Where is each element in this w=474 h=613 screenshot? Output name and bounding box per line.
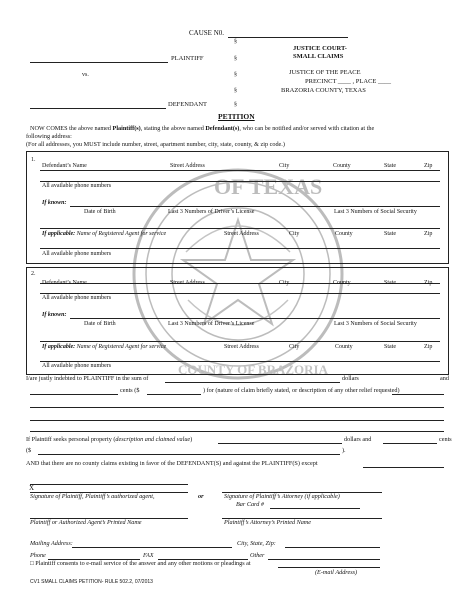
plaintiff-signature-line[interactable]	[30, 484, 188, 485]
court-line2: SMALL CLAIMS	[293, 53, 344, 60]
indebted-dollars-label: dollars	[342, 375, 359, 382]
defendant-1-state-label: State	[384, 163, 396, 169]
defendant-2-state-label: State	[384, 280, 396, 286]
mailing-address-label: Mailing Address:	[30, 540, 73, 547]
other-label: Other	[250, 552, 265, 559]
defendant-1-agent-state-label: State	[384, 231, 396, 237]
cause-no-line[interactable]	[228, 37, 348, 38]
indebted-dollars-field[interactable]	[165, 382, 340, 383]
no-county-claims: AND that there are no county claims existing in favor of the DEFENDANT(S) and against the PLAINTIFF(S) except	[26, 460, 318, 467]
defendant-1-agent-county-label: County	[335, 231, 353, 237]
or-label: or	[198, 493, 204, 500]
defendant-1-zip-label: Zip	[424, 163, 433, 169]
defendant-2-agent-county-label: County	[335, 344, 353, 350]
property-amount-open: ($	[26, 447, 32, 454]
defendant-2-street-label: Street Address	[170, 280, 205, 286]
jp-line1: JUSTICE OF THE PEACE	[289, 69, 361, 76]
property-cents-label: cents	[439, 436, 452, 443]
plaintiff-label: PLAINTIFF	[171, 55, 204, 62]
defendant-1-ssn-label: Last 3 Numbers of Social Security	[334, 209, 417, 215]
section-mark: §	[234, 56, 237, 62]
defendant-name-line[interactable]	[30, 108, 166, 109]
indebted-cents-field[interactable]	[30, 394, 118, 395]
intro-line2: following address:	[26, 133, 72, 140]
defendant-2-name-label: Defendant’s Name	[42, 280, 87, 286]
property-cents-field[interactable]	[383, 443, 437, 444]
indebted-nature-label: ) for (nature of claim briefly stated, or description of any other relief requested)	[203, 387, 400, 394]
jp-line2: PRECINCT ____ , PLACE ____	[305, 78, 392, 85]
defendant-label: DEFENDANT	[168, 101, 207, 108]
defendant-1-phone-line[interactable]	[40, 181, 440, 182]
defendant-2-zip-label: Zip	[424, 280, 433, 286]
indebted-and-label: and	[440, 375, 449, 382]
property-amount-close: ).	[342, 447, 346, 454]
indebted-cents-label: cents ($	[120, 387, 140, 394]
claim-line-1[interactable]	[30, 407, 444, 408]
plaintiff-signature-label: Signature of Plaintiff, Plaintiff’s authorized agent,	[30, 493, 155, 500]
petition-title: PETITION	[218, 112, 255, 121]
claim-line-3[interactable]	[30, 431, 444, 432]
seal-text-bottom: COUNTY OF BRAZORIA	[178, 362, 328, 377]
plaintiff-printed-label: Plaintiff or Authorized Agent’s Printed Name	[30, 519, 142, 526]
defendant-1-agent-city-label: City	[289, 231, 300, 237]
mailing-address-field[interactable]	[72, 547, 232, 548]
defendant-2-agent-phone-line[interactable]	[40, 361, 440, 362]
intro-line1: NOW COMES the above named Plaintiff(s), stating the above named Defendant(s), who can be notified and/or served with citation at the	[30, 125, 375, 132]
seal-text-top: OF TEXAS	[214, 174, 323, 199]
indebted-amount-field[interactable]	[147, 394, 201, 395]
property-description-field[interactable]	[218, 443, 342, 444]
form-footer: CV1 SMALL CLAIMS PETITION- RULE 502.2, 07/2013	[30, 579, 153, 585]
defendant-2-dl-label: Last 3 Numbers of Driver’s License	[168, 321, 255, 327]
defendant-1-address-line[interactable]	[40, 170, 440, 171]
attorney-printed-label: Plaintiff’s Attorney’s Printed Name	[224, 519, 312, 526]
court-line1: JUSTICE COURT-	[293, 45, 347, 52]
defendant-1-number: 1.	[31, 157, 36, 163]
defendant-1-if-known: If known:	[42, 200, 67, 206]
fax-label: FAX	[143, 552, 154, 559]
email-label: (E-mail Address)	[315, 569, 358, 576]
vs-label: vs.	[82, 72, 89, 78]
exceptions-field[interactable]	[363, 467, 444, 468]
city-state-zip-label: City, State, Zip:	[237, 540, 276, 547]
defendant-1-city-label: City	[279, 163, 290, 169]
defendant-2-phone-line[interactable]	[40, 293, 440, 294]
defendant-1-agent-street-label: Street Address	[224, 231, 259, 237]
section-mark: §	[234, 102, 237, 108]
defendant-2-agent-phones-label: All available phone numbers	[42, 363, 112, 369]
phone-label: Phone	[30, 552, 46, 559]
bar-card-field[interactable]	[270, 508, 360, 509]
claim-line-0[interactable]	[392, 394, 444, 395]
property-dollars-and: dollars and	[344, 436, 372, 443]
email-consent-checkbox[interactable]: □ Plaintiff consents to e-mail service of the answer and any other motions or pleadings at	[30, 560, 251, 567]
defendant-2-number: 2.	[31, 271, 36, 277]
plaintiff-name-line[interactable]	[30, 62, 168, 63]
defendant-2-agent-street-label: Street Address	[224, 344, 259, 350]
defendant-2-city-label: City	[279, 280, 290, 286]
defendant-1-agent-line[interactable]	[40, 228, 440, 229]
city-state-zip-field[interactable]	[285, 547, 380, 548]
section-mark: §	[234, 39, 237, 45]
defendant-2-county-label: County	[333, 280, 351, 286]
jp-line3: BRAZORIA COUNTY, TEXAS	[281, 87, 366, 94]
property-amount-field[interactable]	[38, 454, 340, 455]
defendant-1-agent-phones-label: All available phone numbers	[42, 251, 112, 257]
defendant-2-agent-state-label: State	[384, 344, 396, 350]
defendant-1-phones-label: All available phone numbers	[42, 183, 112, 189]
defendant-1-dob-label: Date of Birth	[84, 209, 116, 215]
property-line1: If Plaintiff seeks personal property (description and claimed value)	[26, 436, 193, 443]
signature-x-mark: X	[29, 484, 35, 492]
defendant-1-name-label: Defendant’s Name	[42, 163, 87, 169]
intro-line3: (For all addresses, you MUST include number, street, apartment number, city, state, county, & zip code.)	[26, 141, 285, 148]
section-mark: §	[234, 88, 237, 94]
defendant-1-agent-phone-line[interactable]	[40, 248, 440, 249]
defendant-2-agent-row: If applicable: Name of Registered Agent for service	[42, 344, 167, 350]
defendant-2-agent-line[interactable]	[40, 341, 440, 342]
attorney-signature-label: Signature of Plaintiff’s Attorney (if applicable)	[224, 493, 340, 500]
defendant-2-agent-city-label: City	[289, 344, 300, 350]
bar-card-label: Bar Card #	[236, 501, 264, 508]
defendant-2-ssn-label: Last 3 Numbers of Social Security	[334, 321, 417, 327]
defendant-2-id-line[interactable]	[70, 318, 440, 319]
defendant-1-dl-label: Last 3 Numbers of Driver’s License	[168, 209, 255, 215]
email-field[interactable]	[278, 567, 380, 568]
defendant-1-county-label: County	[333, 163, 351, 169]
defendant-1-street-label: Street Address	[170, 163, 205, 169]
defendant-2-dob-label: Date of Birth	[84, 321, 116, 327]
defendant-1-id-line[interactable]	[70, 206, 440, 207]
defendant-1-agent-row: If applicable: Name of Registered Agent for service	[42, 231, 167, 237]
other-field[interactable]	[268, 559, 380, 560]
defendant-2-address-line[interactable]	[40, 283, 440, 284]
defendant-2-if-known: If known:	[42, 312, 67, 318]
cause-no-label: CAUSE N0.	[189, 29, 225, 37]
defendant-2-agent-zip-label: Zip	[424, 344, 433, 350]
defendant-2-phones-label: All available phone numbers	[42, 295, 112, 301]
claim-line-2[interactable]	[30, 420, 444, 421]
defendant-1-agent-zip-label: Zip	[424, 231, 433, 237]
indebted-line1: I/are justly indebted to PLAINTIFF in the sum of	[26, 375, 149, 382]
section-mark: §	[234, 72, 237, 78]
